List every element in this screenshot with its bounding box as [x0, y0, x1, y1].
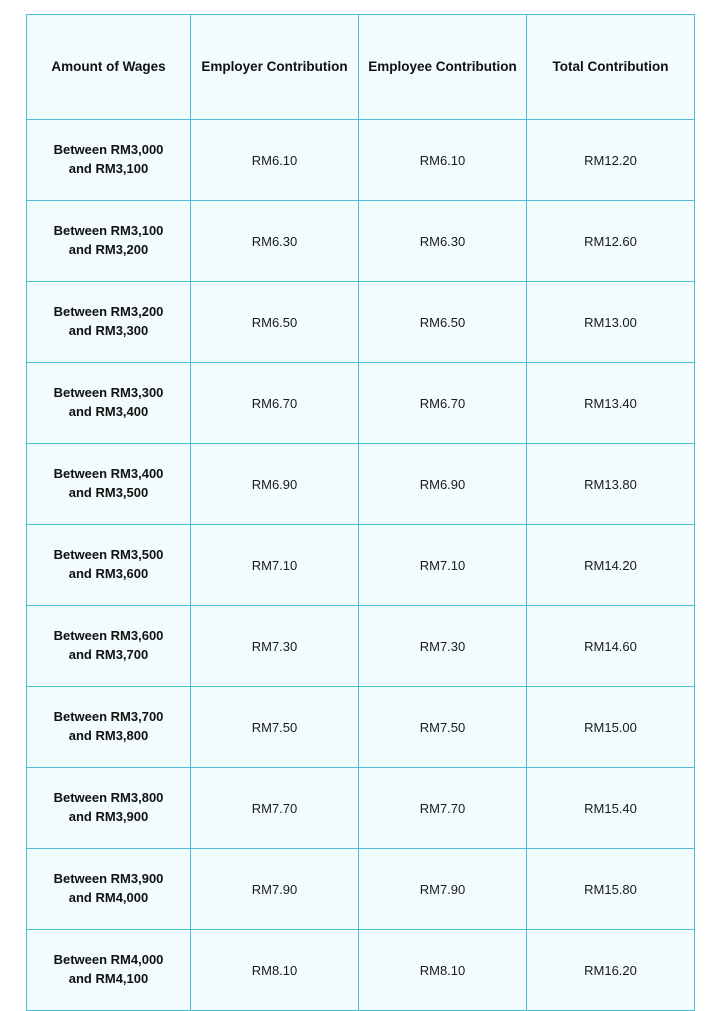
wage-range-line-2: and RM4,000	[68, 890, 149, 905]
cell-total-contribution: RM15.40	[527, 768, 695, 849]
table-row	[27, 525, 695, 606]
wage-range-line-2: and RM3,800	[68, 728, 149, 743]
cell-employee-contribution: RM8.10	[359, 930, 527, 1011]
table-row	[27, 930, 695, 1011]
contribution-table	[26, 14, 695, 1011]
table-row	[27, 687, 695, 768]
table-row	[27, 849, 695, 930]
cell-wage-range	[27, 282, 191, 363]
cell-wage-range	[27, 525, 191, 606]
wage-range-line-2: and RM3,400	[68, 404, 149, 419]
cell-employee-contribution: RM6.90	[359, 444, 527, 525]
cell-employee-contribution: RM6.30	[359, 201, 527, 282]
cell-employer-contribution: RM6.70	[191, 363, 359, 444]
cell-employer-contribution: RM6.50	[191, 282, 359, 363]
table-body	[27, 120, 695, 1011]
column-header-amount-of-wages: Amount of Wages	[27, 15, 191, 120]
table-row	[27, 120, 695, 201]
cell-wage-range	[27, 444, 191, 525]
cell-employee-contribution: RM6.10	[359, 120, 527, 201]
cell-employer-contribution: RM7.30	[191, 606, 359, 687]
cell-total-contribution: RM12.20	[527, 120, 695, 201]
cell-wage-range	[27, 201, 191, 282]
cell-employer-contribution: RM6.90	[191, 444, 359, 525]
table-header	[27, 15, 695, 120]
cell-employee-contribution: RM6.50	[359, 282, 527, 363]
wage-range-line-2: and RM3,100	[68, 161, 149, 176]
wage-range-line-1: Between RM3,100	[53, 223, 164, 239]
cell-employee-contribution: RM7.50	[359, 687, 527, 768]
table-row	[27, 768, 695, 849]
cell-wage-range	[27, 363, 191, 444]
wage-range-line-2: and RM4,100	[68, 971, 149, 986]
cell-total-contribution: RM13.00	[527, 282, 695, 363]
wage-range-line-2: and RM3,900	[68, 809, 149, 824]
wage-range-line-1: Between RM4,000	[53, 952, 164, 968]
wage-range-line-1: Between RM3,900	[53, 871, 164, 887]
wage-range-line-1: Between RM3,000	[53, 142, 164, 158]
table-row	[27, 363, 695, 444]
cell-total-contribution: RM16.20	[527, 930, 695, 1011]
cell-employee-contribution: RM7.90	[359, 849, 527, 930]
wage-range-line-1: Between RM3,400	[53, 466, 164, 482]
cell-total-contribution: RM13.40	[527, 363, 695, 444]
column-header-employer-contribution: Employer Contribution	[191, 15, 359, 120]
wage-range-line-1: Between RM3,800	[53, 790, 164, 806]
cell-total-contribution: RM14.60	[527, 606, 695, 687]
cell-wage-range	[27, 768, 191, 849]
wage-range-line-2: and RM3,600	[68, 566, 149, 581]
cell-employer-contribution: RM8.10	[191, 930, 359, 1011]
table-row	[27, 201, 695, 282]
wage-range-line-2: and RM3,700	[68, 647, 149, 662]
cell-employee-contribution: RM6.70	[359, 363, 527, 444]
wage-range-line-2: and RM3,300	[68, 323, 149, 338]
cell-total-contribution: RM12.60	[527, 201, 695, 282]
cell-wage-range	[27, 687, 191, 768]
wage-range-line-2: and RM3,500	[68, 485, 149, 500]
cell-employer-contribution: RM7.70	[191, 768, 359, 849]
cell-total-contribution: RM15.00	[527, 687, 695, 768]
cell-employer-contribution: RM7.50	[191, 687, 359, 768]
table-row	[27, 282, 695, 363]
cell-wage-range	[27, 930, 191, 1011]
cell-employer-contribution: RM7.10	[191, 525, 359, 606]
table-row	[27, 444, 695, 525]
column-header-total-contribution: Total Contribution	[527, 15, 695, 120]
cell-total-contribution: RM13.80	[527, 444, 695, 525]
cell-wage-range	[27, 849, 191, 930]
wage-range-line-1: Between RM3,600	[53, 628, 164, 644]
cell-employer-contribution: RM6.30	[191, 201, 359, 282]
table-header-row	[27, 15, 695, 120]
cell-total-contribution: RM15.80	[527, 849, 695, 930]
table-row	[27, 606, 695, 687]
wage-range-line-2: and RM3,200	[68, 242, 149, 257]
wage-range-line-1: Between RM3,500	[53, 547, 164, 563]
cell-employer-contribution: RM6.10	[191, 120, 359, 201]
cell-employee-contribution: RM7.70	[359, 768, 527, 849]
wage-range-line-1: Between RM3,700	[53, 709, 164, 725]
wage-range-line-1: Between RM3,300	[53, 385, 164, 401]
cell-wage-range	[27, 120, 191, 201]
cell-employer-contribution: RM7.90	[191, 849, 359, 930]
column-header-employee-contribution: Employee Contribution	[359, 15, 527, 120]
wage-range-line-1: Between RM3,200	[53, 304, 164, 320]
cell-employee-contribution: RM7.30	[359, 606, 527, 687]
cell-total-contribution: RM14.20	[527, 525, 695, 606]
cell-employee-contribution: RM7.10	[359, 525, 527, 606]
cell-wage-range	[27, 606, 191, 687]
